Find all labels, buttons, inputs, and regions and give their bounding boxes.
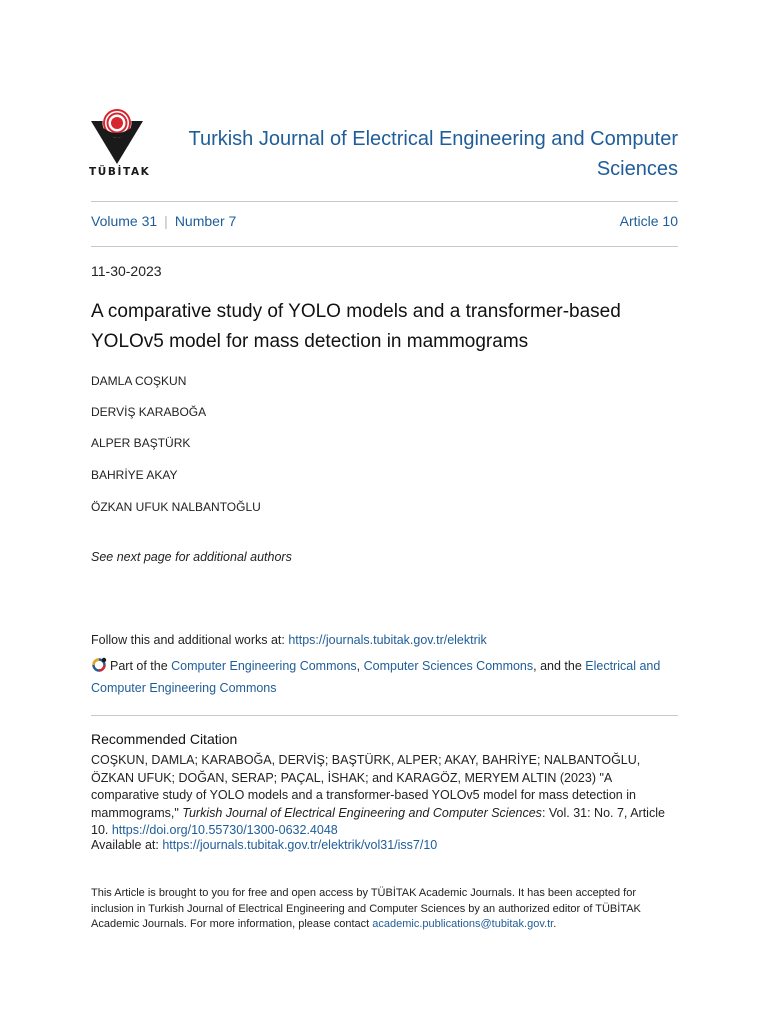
recommended-citation-heading: Recommended Citation	[91, 731, 238, 747]
author-item[interactable]: DAMLA COŞKUN	[91, 374, 187, 388]
access-notice: This Article is brought to you for free and open access by TÜBİTAK Academic Journals. It has been accepted for inclusion in Turkish Journal of Electrical Engineering and Computer Sciences by an authorized editor of TÜBİTAK Academic Journals. For more information, please contact academic.publications@tubitak.gov.tr.	[91, 887, 641, 930]
available-at-line: Available at: https://journals.tubitak.gov.tr/elektrik/vol31/iss7/10	[91, 838, 438, 852]
document-page	[91, 0, 678, 1024]
publication-date: 11-30-2023	[91, 263, 162, 279]
tubitak-logo	[89, 108, 151, 182]
separator: |	[164, 213, 168, 229]
author-item[interactable]: ÖZKAN UFUK NALBANTOĞLU	[91, 500, 261, 514]
number-link[interactable]: Number 7	[174, 213, 237, 229]
contact-email-link[interactable]: academic.publications@tubitak.gov.tr	[372, 918, 554, 930]
article-link[interactable]: Article 10	[619, 213, 678, 229]
issue-row	[91, 213, 678, 229]
citation-journal: Turkish Journal of Electrical Engineering and Computer Sciences	[182, 805, 542, 820]
network-commons-icon	[91, 657, 108, 673]
volume-link[interactable]: Volume 31	[91, 213, 158, 229]
electrical-computer-engineering-commons-link[interactable]: Electrical and Computer Engineering Commons	[91, 659, 661, 695]
follow-link[interactable]: https://journals.tubitak.gov.tr/elektrik	[288, 633, 487, 647]
logo-text: TÜBİTAK	[89, 166, 151, 178]
available-link[interactable]: https://journals.tubitak.gov.tr/elektrik/vol31/iss7/10	[162, 838, 438, 852]
doi-link[interactable]: https://doi.org/10.55730/1300-0632.4048	[111, 823, 338, 837]
divider	[91, 715, 678, 716]
journal-title-link[interactable]: Turkish Journal of Electrical Engineering and Computer Sciences	[188, 128, 678, 180]
citation-text: COŞKUN, DAMLA; KARABOĞA, DERVİŞ; BAŞTÜRK, ALPER; AKAY, BAHRİYE; NALBANTOĞLU, ÖZKAN UFUK; DOĞAN, SERAP; PAÇAL, İSHAK; and KARAGÖZ, MERYEM ALTIN (2023) "A comparative study of YOLO models and a transformer-based YOLOv5 model for mass detection in mammograms," Turkish Journal of Electrical Engineering and Computer Sciences: Vol. 31: No. 7, Article 10. https://doi.org/10.55730/1300-0632.4048	[91, 753, 665, 837]
divider	[91, 246, 678, 247]
header	[91, 108, 678, 198]
divider	[91, 201, 678, 202]
follow-label: Follow this and additional works at:	[91, 633, 289, 647]
computer-sciences-commons-link[interactable]: Computer Sciences Commons	[363, 659, 534, 673]
part-of-commons: Part of the Computer Engineering Commons, Computer Sciences Commons, and the Electrical and Computer Engineering Commons	[91, 659, 661, 695]
article-title: A comparative study of YOLO models and a transformer-based YOLOv5 model for mass detection in mammograms	[91, 301, 621, 352]
tubitak-emblem-icon	[91, 108, 143, 166]
computer-engineering-commons-link[interactable]: Computer Engineering Commons	[171, 659, 357, 673]
author-item[interactable]: DERVİŞ KARABOĞA	[91, 405, 207, 419]
follow-line	[91, 633, 487, 647]
author-item[interactable]: ALPER BAŞTÜRK	[91, 436, 191, 450]
additional-authors-note: See next page for additional authors	[91, 550, 292, 564]
author-item[interactable]: BAHRİYE AKAY	[91, 468, 178, 482]
